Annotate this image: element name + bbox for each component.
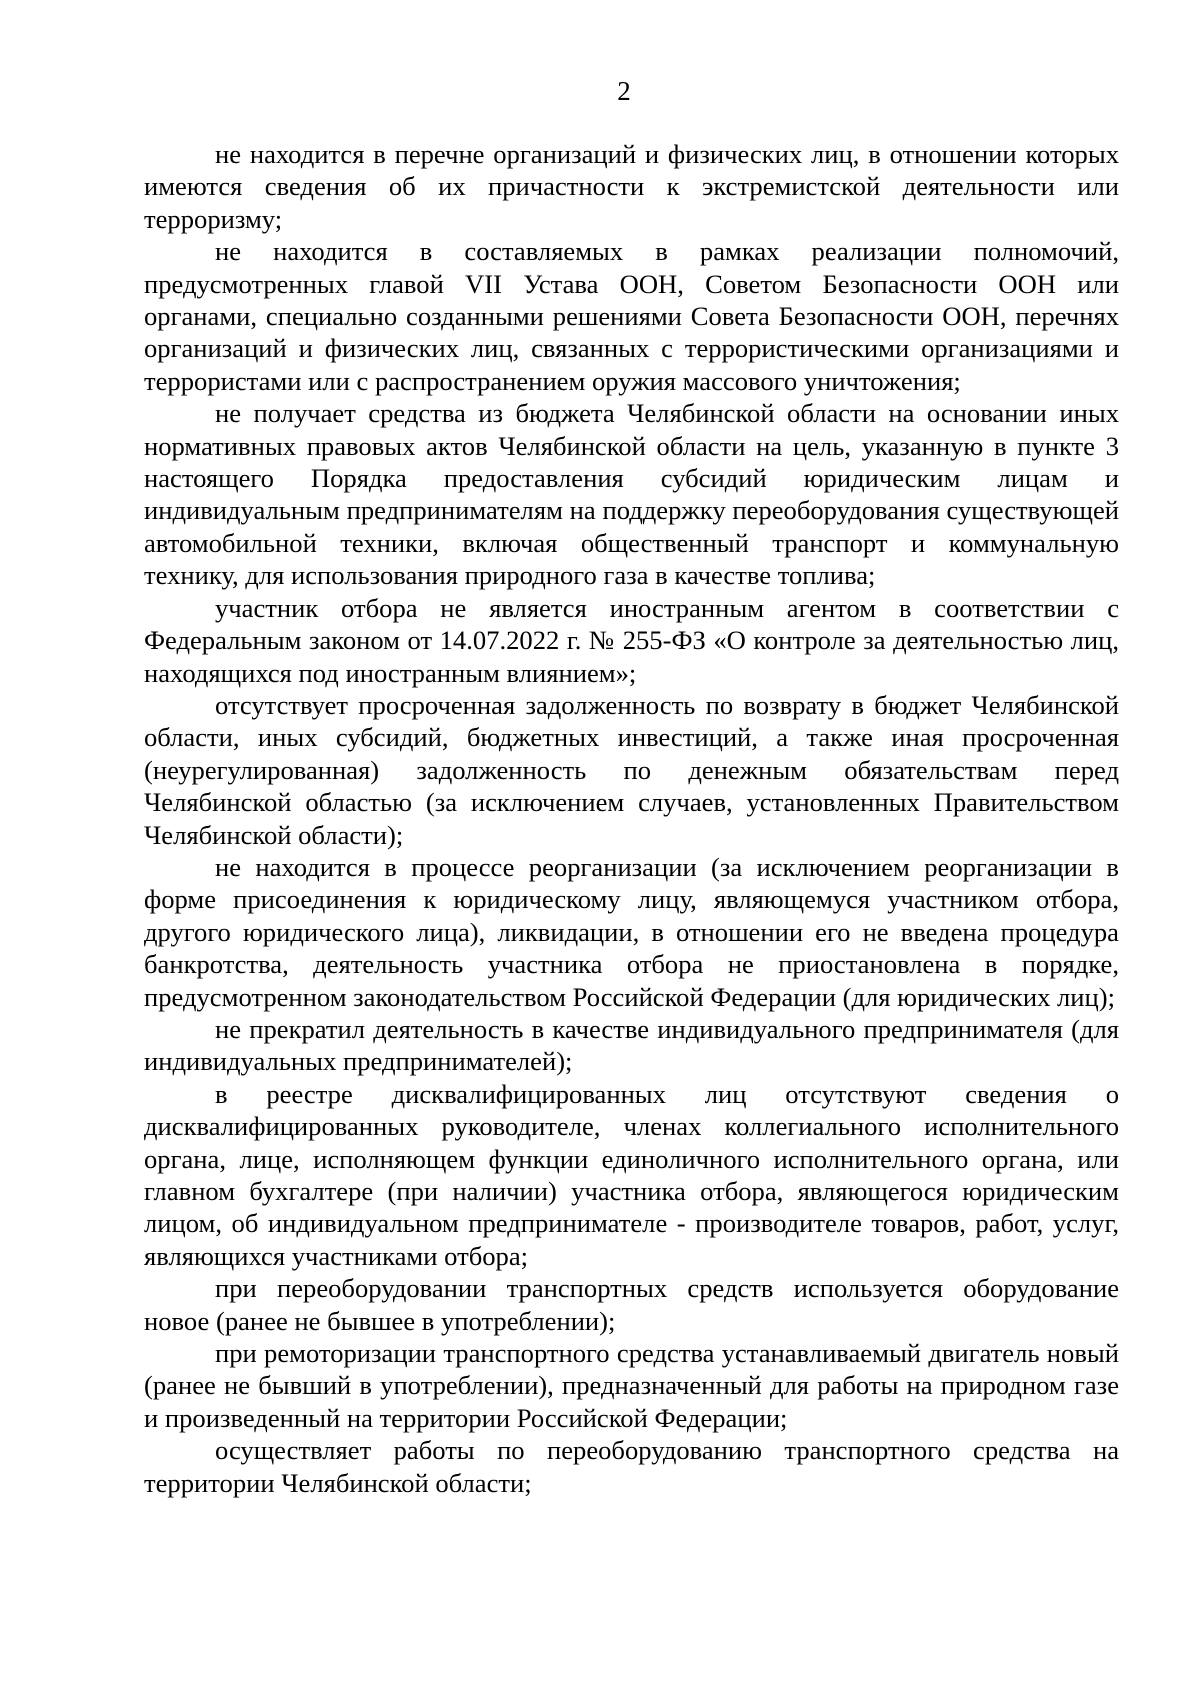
paragraph-5: отсутствует просроченная задолженность по возврату в бюджет Челябинской области, иных субсидий, бюджетных инвестиций, а также иная просроченная (неурегулированная) задолженность по денежным обязательствам перед Челябинской областью (за исключением случаев, установленных Правительством Челябинской области); [144, 689, 1119, 850]
paragraph-3: не получает средства из бюджета Челябинской области на основании иных нормативных правовых актов Челябинской области на цель, указанную в пункте 3 настоящего Порядка предоставления субсидий юридическим лицам и индивидуальным предпринимателям на поддержку переоборудования существующей автомобильной техники, включая общественный транспорт и коммунальную технику, для использования природного газа в качестве топлива; [144, 398, 1119, 591]
paragraph-11: осуществляет работы по переоборудованию транспортного средства на территории Челябинской области; [144, 1435, 1119, 1498]
paragraph-6: не находится в процессе реорганизации (за исключением реорганизации в форме присоединения к юридическому лицу, являющемуся участником отбора, другого юридического лица), ликвидации, в отношении его не введена процедура банкротства, деятельность участника отбора не приостановлена в порядке, предусмотренном законодательством Российской Федерации (для юридических лиц); [144, 851, 1119, 1012]
paragraph-2: не находится в составляемых в рамках реализации полномочий, предусмотренных главой VII Устава ООН, Советом Безопасности ООН или органами, специально созданными решениями Совета Безопасности ООН, перечнях организаций и физических лиц, связанных с террористическими организациями и террористами или с распространением оружия массового уничтожения; [144, 236, 1119, 396]
page-number: 2 [617, 76, 631, 106]
paragraph-8: в реестре дисквалифицированных лиц отсутствуют сведения о дисквалифицированных руководителе, членах коллегиального исполнительного органа, лице, исполняющем функции единоличного исполнительного органа, или главном бухгалтере (при наличии) участника отбора, являющегося юридическим лицом, об индивидуальном предпринимателе - производителе товаров, работ, услуг, являющихся участниками отбора; [144, 1078, 1119, 1271]
paragraph-10: при ремоторизации транспортного средства устанавливаемый двигатель новый (ранее не бывший в употреблении), предназначенный для работы на природном газе и произведенный на территории Российской Федерации; [144, 1338, 1119, 1433]
paragraph-7: не прекратил деятельность в качестве индивидуального предпринимателя (для индивидуальных предпринимателей); [144, 1013, 1119, 1077]
paragraph-4: участник отбора не является иностранным агентом в соответствии с Федеральным законом от 14.07.2022 г. № 255-ФЗ «О контроле за деятельностью лиц, находящихся под иностранным влиянием»; [144, 592, 1119, 688]
document-body [144, 138, 1119, 1499]
paragraph-1: не находится в перечне организаций и физических лиц, в отношении которых имеются сведения об их причастности к экстремистской деятельности или терроризму; [144, 139, 1119, 234]
paragraph-9: при переоборудовании транспортных средств используется оборудование новое (ранее не бывшее в употреблении); [144, 1273, 1119, 1336]
